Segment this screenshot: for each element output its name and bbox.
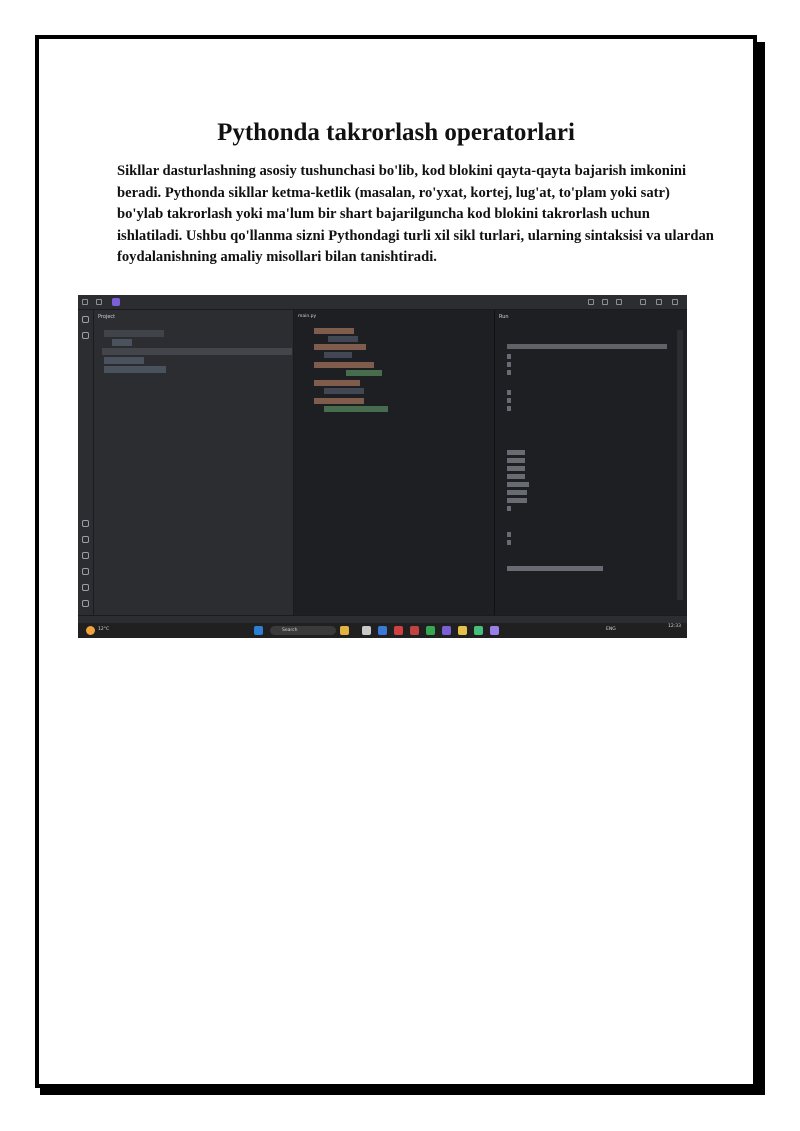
windows-taskbar — [78, 623, 687, 638]
build-icon — [588, 299, 594, 305]
output-line — [507, 362, 511, 367]
intro-paragraph: Sikllar dasturlashning asosiy tushunchasi bo'lib, kod blokini qayta-qayta bajarish imkonini beradi. Pythonda sikllar ketma-ketlik (masalan, ro'yxat, kortej, lug'at, to'plam yoki satr) bo'ylab takrorlash yoki ma'lum bir shart bajarilguncha kod blokini takrorlash uchun ishlatiladi. Ushbu qo'llanma sizni Pythondagi turli xil sikl turlari, ularning sintaksisi va ulardan foydalanishning amaliy misollari bilan tanishtiradi. — [117, 163, 714, 265]
menu-icon — [82, 299, 88, 305]
output-line — [507, 490, 527, 495]
output-line — [507, 566, 603, 571]
page-title: Pythonda takrorlash operatorlari — [217, 119, 575, 146]
tree-item — [104, 357, 144, 364]
language-indicator: ENG — [606, 627, 616, 632]
tree-root — [104, 330, 164, 337]
output-line — [507, 482, 529, 487]
minimize-icon — [640, 299, 646, 305]
output-line — [507, 532, 511, 537]
maximize-icon — [656, 299, 662, 305]
code-line — [314, 328, 354, 334]
git-icon — [82, 600, 89, 607]
run-scrollbar — [677, 330, 683, 600]
output-line — [507, 540, 511, 545]
run-panel — [495, 310, 687, 615]
terminal-icon — [82, 568, 89, 575]
run-output-path — [507, 344, 667, 349]
output-line — [507, 450, 525, 455]
project-badge — [112, 298, 120, 306]
taskbar-search-label: Search — [282, 628, 298, 633]
output-line — [507, 398, 511, 403]
code-line — [314, 362, 374, 368]
output-line — [507, 474, 525, 479]
tree-item — [104, 366, 166, 373]
settings-icon — [616, 299, 622, 305]
run-icon — [602, 299, 608, 305]
close-icon — [672, 299, 678, 305]
chrome-icon — [426, 626, 435, 635]
structure-icon — [82, 332, 89, 339]
tree-item-selected — [102, 348, 292, 355]
ide-title-bar — [78, 295, 687, 310]
code-line — [328, 336, 358, 342]
weather-temp: 12°C — [98, 627, 110, 632]
explorer-icon — [340, 626, 349, 635]
code-line — [314, 380, 360, 386]
weather-icon — [86, 626, 95, 635]
editor-tab: main.py — [298, 314, 317, 319]
output-line — [507, 498, 527, 503]
ide-screenshot — [78, 295, 687, 638]
python-console-icon — [82, 552, 89, 559]
layers-icon — [82, 536, 89, 543]
app-icon — [442, 626, 451, 635]
output-line — [507, 354, 511, 359]
code-line — [324, 352, 352, 358]
clock-time: 12:33 — [668, 624, 681, 629]
output-line — [507, 458, 525, 463]
back-icon — [96, 299, 102, 305]
app-icon — [490, 626, 499, 635]
app-icon — [362, 626, 371, 635]
problems-icon — [82, 584, 89, 591]
app-icon — [410, 626, 419, 635]
taskbar-clock — [668, 624, 681, 630]
code-line — [314, 398, 364, 404]
output-line — [507, 506, 511, 511]
project-panel-label: Project — [98, 314, 116, 320]
folder-icon — [82, 316, 89, 323]
code-line — [324, 406, 388, 412]
output-line — [507, 370, 511, 375]
output-line — [507, 406, 511, 411]
tool-window-strip — [78, 310, 94, 615]
output-line — [507, 390, 511, 395]
app-icon — [394, 626, 403, 635]
tree-item — [112, 339, 132, 346]
code-line — [314, 344, 366, 350]
pycharm-icon — [474, 626, 483, 635]
code-line — [324, 388, 364, 394]
taskbar-search — [270, 626, 336, 635]
code-line — [346, 370, 382, 376]
run-panel-label: Run — [499, 314, 509, 320]
app-icon — [378, 626, 387, 635]
output-line — [507, 466, 525, 471]
line-gutter — [294, 328, 308, 608]
code-editor — [294, 310, 495, 615]
folder-icon — [458, 626, 467, 635]
start-icon — [254, 626, 263, 635]
plugins-icon — [82, 520, 89, 527]
project-panel — [94, 310, 294, 615]
